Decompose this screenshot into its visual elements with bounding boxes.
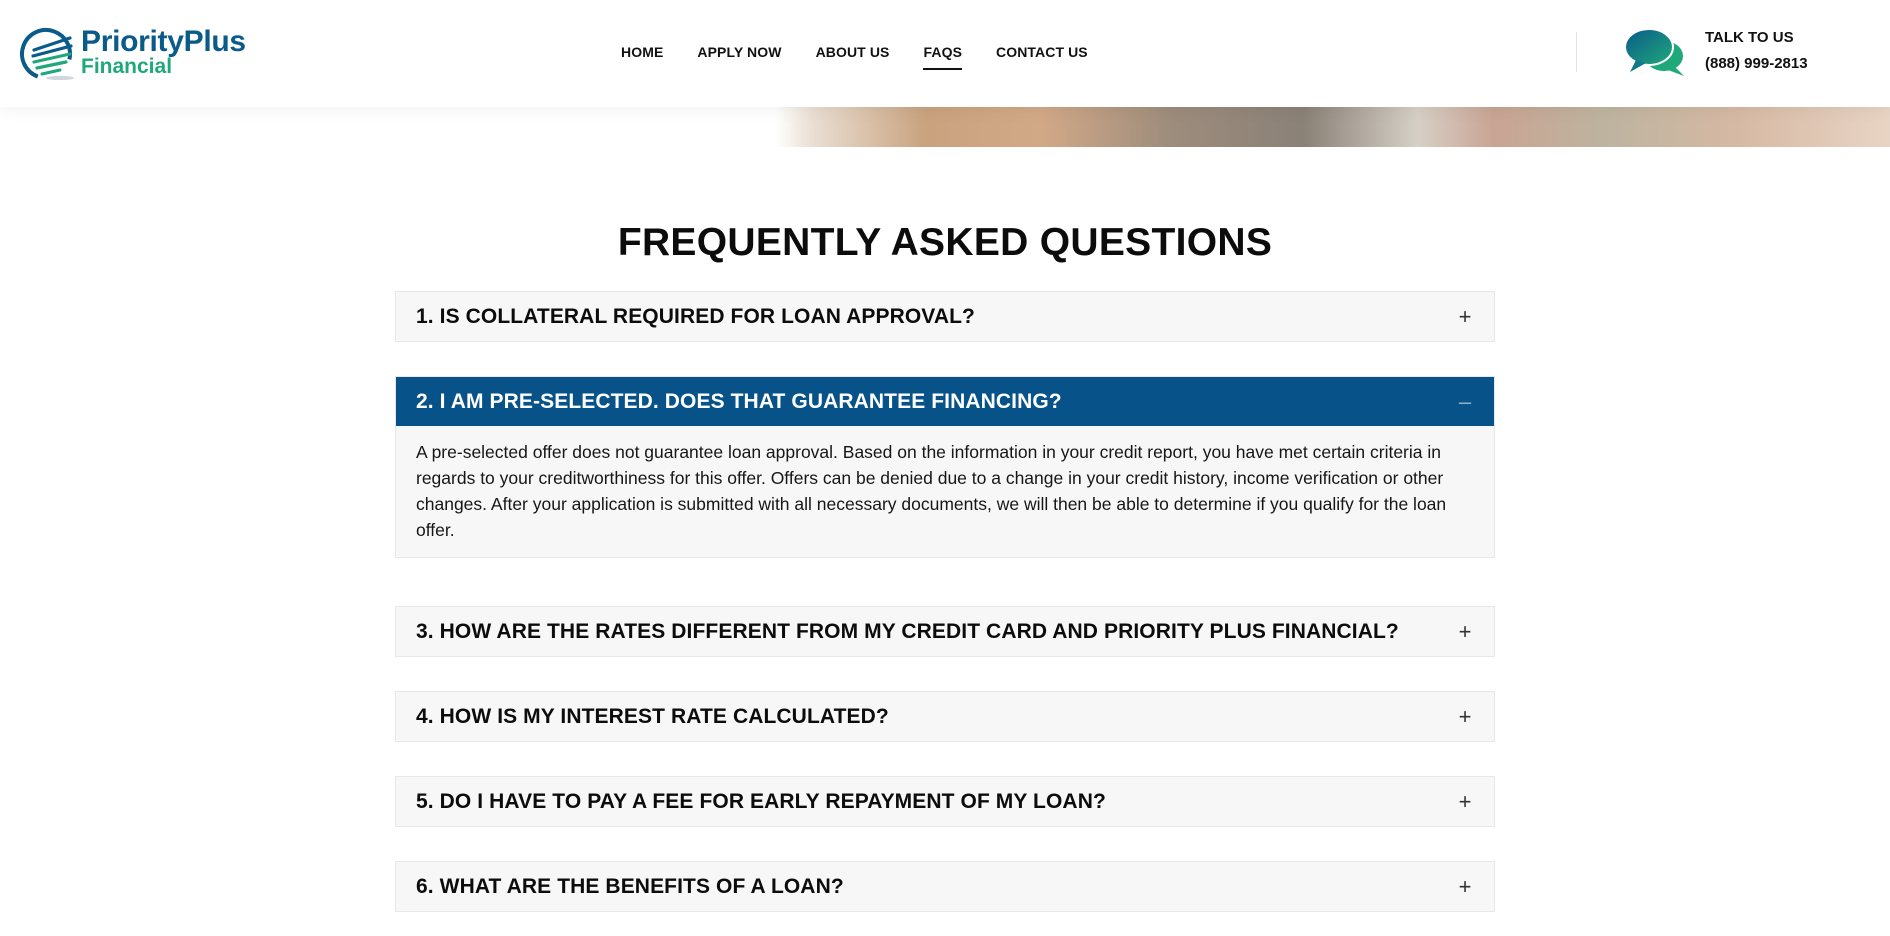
faq-header-3[interactable] bbox=[396, 607, 1494, 656]
plus-icon[interactable]: + bbox=[1458, 873, 1472, 899]
chat-bubbles-icon bbox=[1624, 28, 1686, 78]
logo[interactable] bbox=[20, 24, 250, 84]
phone-link[interactable]: (888) 999-2813 bbox=[1705, 55, 1808, 72]
main-nav bbox=[621, 42, 1122, 62]
faq-question: 4. HOW IS MY INTEREST RATE CALCULATED? bbox=[416, 704, 889, 728]
faq-header-4[interactable] bbox=[396, 692, 1494, 741]
nav-faqs[interactable]: FAQS bbox=[923, 44, 963, 60]
faq-question: 2. I AM PRE-SELECTED. DOES THAT GUARANTEE FINANCING? bbox=[416, 389, 1062, 413]
plus-icon[interactable]: + bbox=[1458, 703, 1472, 729]
faq-question: 3. HOW ARE THE RATES DIFFERENT FROM MY CREDIT CARD AND PRIORITY PLUS FINANCIAL? bbox=[416, 619, 1399, 643]
plus-icon[interactable]: + bbox=[1458, 303, 1472, 329]
header-divider bbox=[1576, 32, 1577, 72]
plus-icon[interactable]: + bbox=[1458, 788, 1472, 814]
site-header bbox=[0, 0, 1890, 107]
logo-text-secondary: Financial bbox=[81, 55, 173, 78]
page-title: FREQUENTLY ASKED QUESTIONS bbox=[617, 221, 1273, 265]
faq-item-2 bbox=[395, 376, 1495, 558]
nav-about-us[interactable]: ABOUT US bbox=[815, 44, 890, 60]
faq-answer: A pre-selected offer does not guarantee loan approval. Based on the information in your credit report, you have met certain criteria in regards to your creditworthiness for this offer. Offers can be denied due to a change in your credit history, income verification or other changes. After your application is submitted with all necessary documents, we will then be able to determine if you qualify for the loan offer. bbox=[416, 442, 1447, 540]
faq-item-4 bbox=[395, 691, 1495, 742]
nav-apply-now[interactable]: APPLY NOW bbox=[697, 44, 782, 60]
faq-header-6[interactable] bbox=[396, 862, 1494, 911]
faq-question: 6. WHAT ARE THE BENEFITS OF A LOAN? bbox=[416, 874, 844, 898]
logo-mark-icon bbox=[20, 24, 76, 80]
hero-image bbox=[0, 107, 1890, 147]
faq-item-1 bbox=[395, 291, 1495, 342]
faq-question: 5. DO I HAVE TO PAY A FEE FOR EARLY REPAYMENT OF MY LOAN? bbox=[416, 789, 1106, 813]
logo-text-primary: PriorityPlus bbox=[81, 25, 246, 58]
faq-question: 1. IS COLLATERAL REQUIRED FOR LOAN APPROVAL? bbox=[416, 304, 975, 328]
nav-contact-us[interactable]: CONTACT US bbox=[996, 44, 1088, 60]
faq-item-3 bbox=[395, 606, 1495, 657]
faq-item-6 bbox=[395, 861, 1495, 912]
hero-fade bbox=[0, 107, 800, 147]
plus-icon[interactable]: + bbox=[1458, 618, 1472, 644]
faq-header-2[interactable] bbox=[396, 377, 1494, 426]
faq-header-5[interactable] bbox=[396, 777, 1494, 826]
faq-item-5 bbox=[395, 776, 1495, 827]
minus-icon[interactable]: – bbox=[1458, 388, 1472, 414]
nav-home[interactable]: HOME bbox=[621, 44, 664, 60]
faq-header-1[interactable] bbox=[396, 292, 1494, 341]
talk-to-us-label: TALK TO US bbox=[1705, 29, 1794, 46]
